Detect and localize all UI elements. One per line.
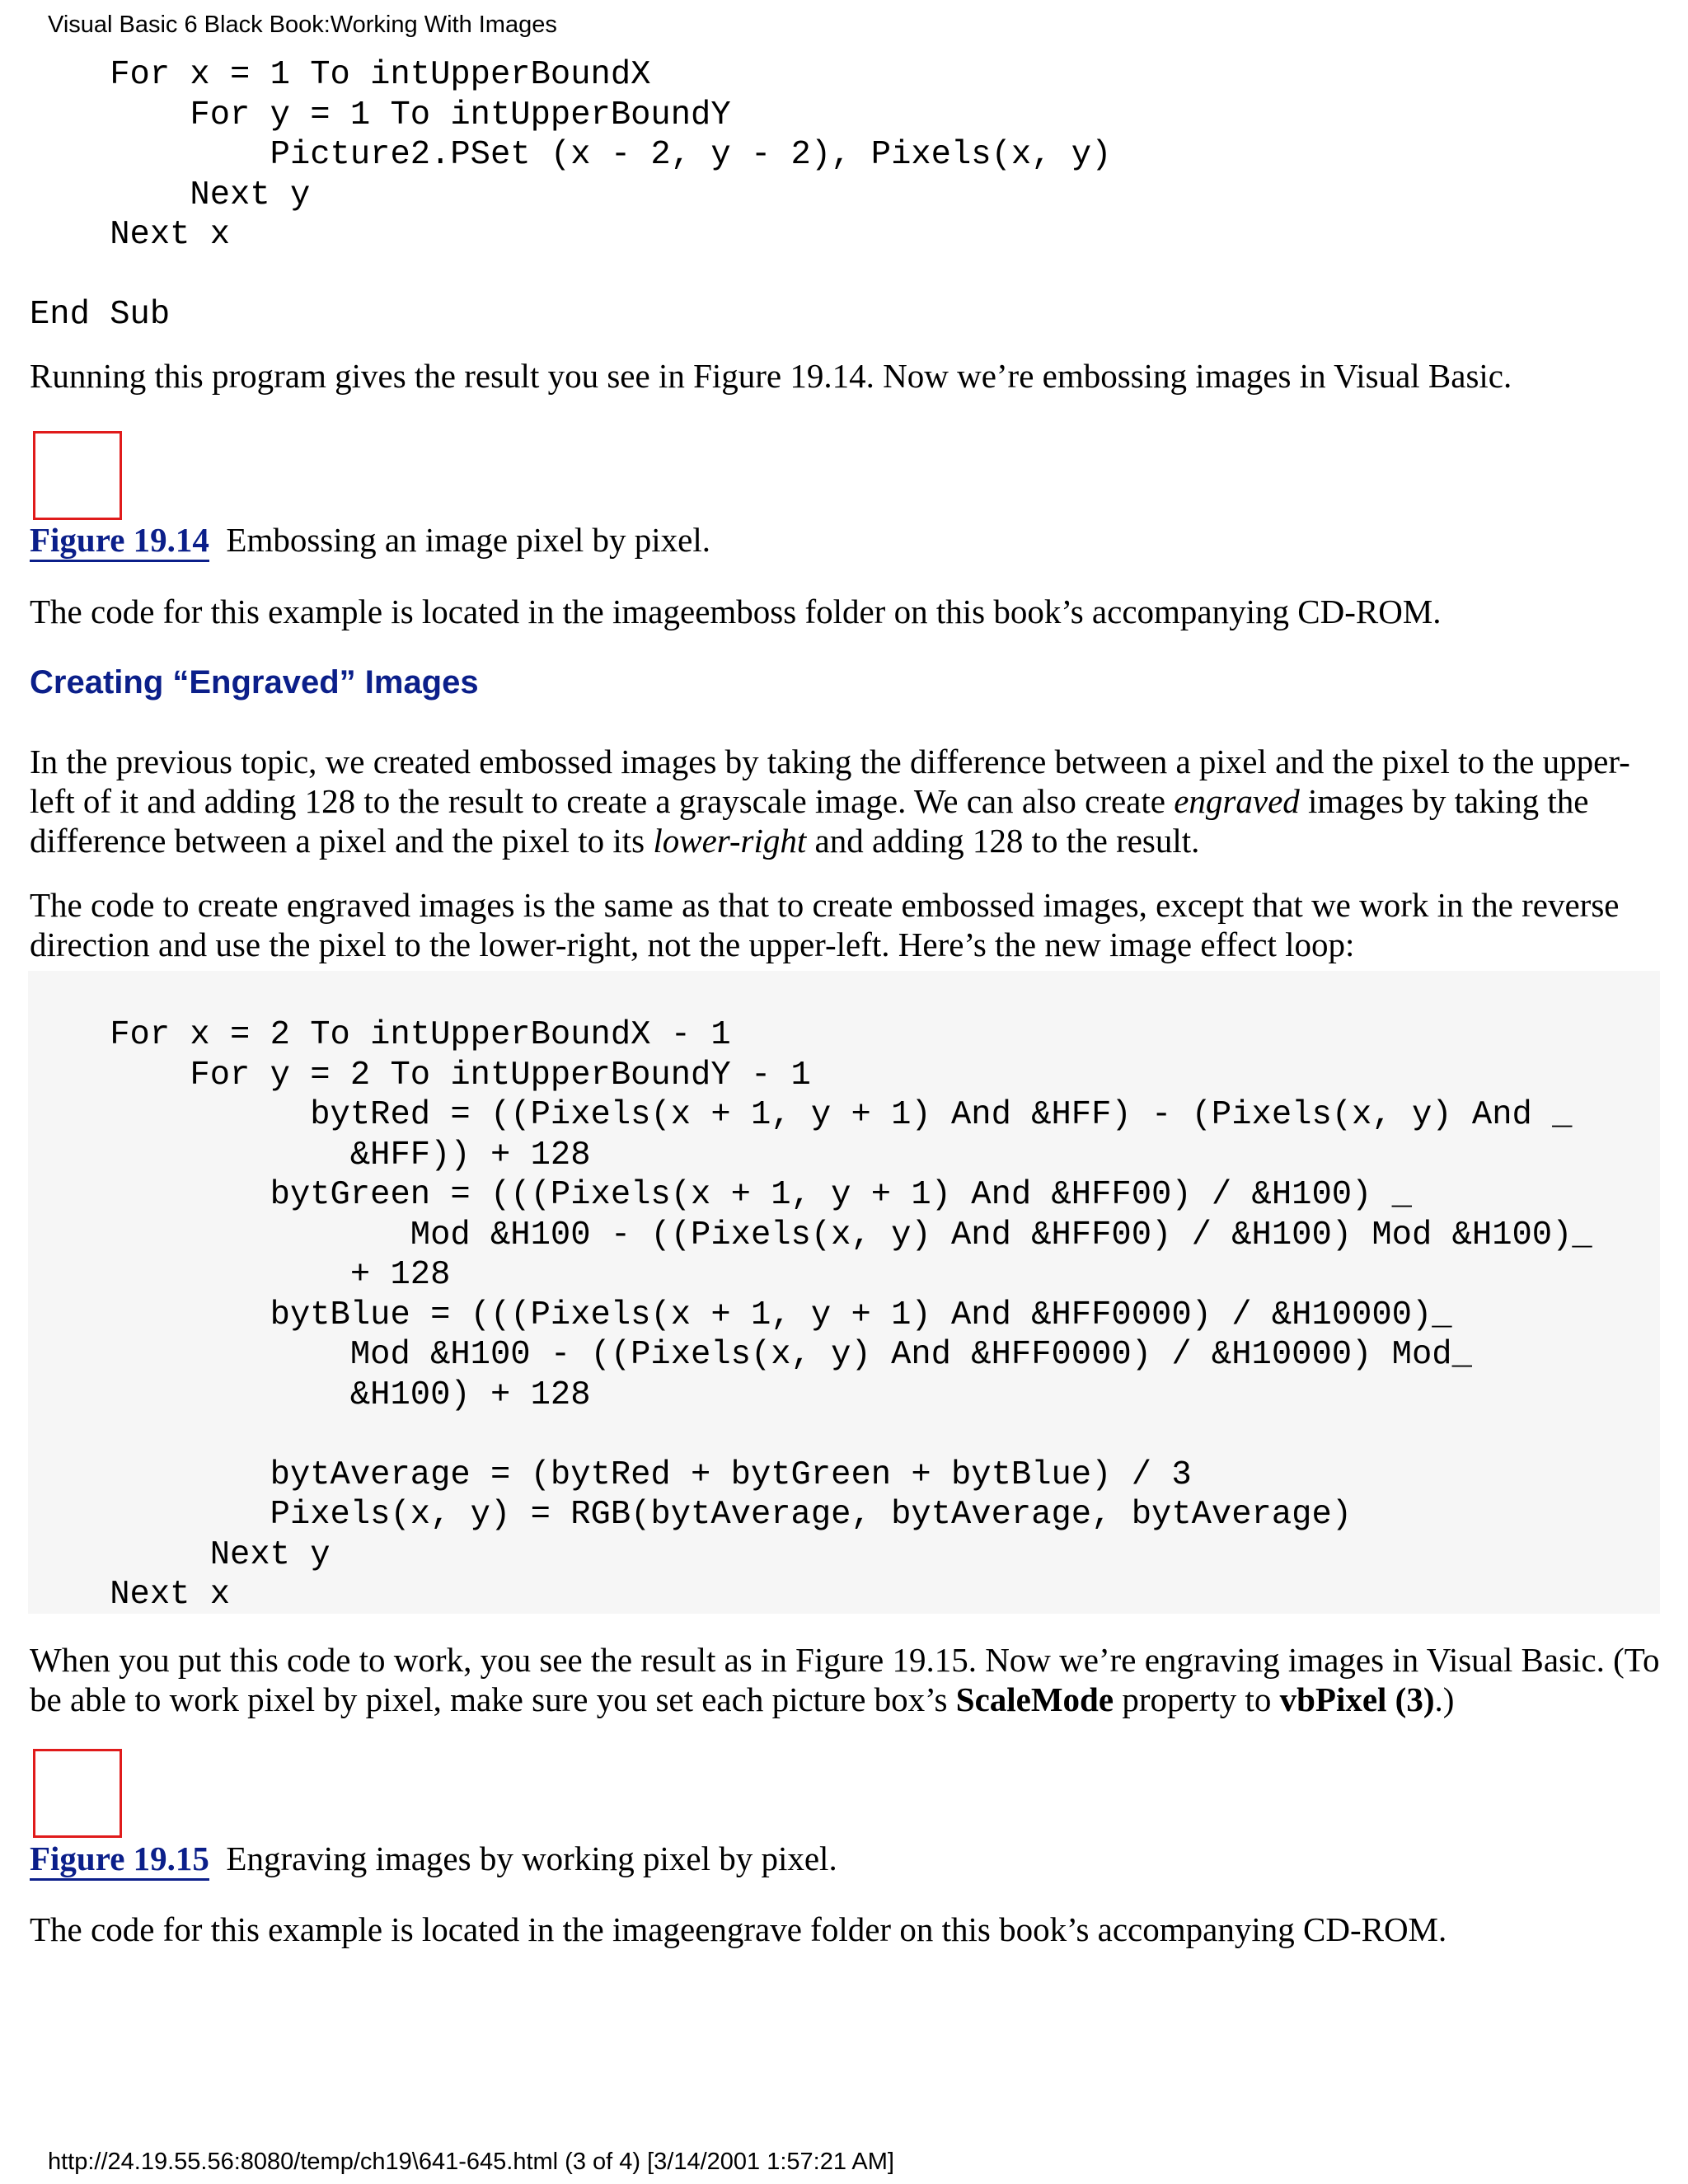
- figure-19-15-caption-text: [218, 1840, 837, 1877]
- section-heading-engraved: Creating “Engraved” Images: [30, 664, 479, 701]
- put-to-work-text-2: property to: [1114, 1680, 1280, 1718]
- figure-19-14-caption-line: [30, 520, 710, 560]
- figure-19-15-caption: Engraving images by working pixel by pixel.: [226, 1840, 837, 1877]
- figure-19-14-image-placeholder[interactable]: [33, 431, 122, 520]
- previous-topic-text-2: images by taking the difference between a pixel and the pixel to its: [30, 782, 1589, 860]
- code-block-top: For x = 1 To intUpperBoundX For y = 1 To intUpperBoundY Picture2.PSet (x - 2, y - 2), Pixels(x, y) Next y Next x End Sub: [30, 56, 1112, 334]
- put-to-work-text-1: When you put this code to work, you see the result as in Figure 19.15. Now we’re engraving images in Visual Basic. (To be able to work pixel by pixel, make sure you set each picture box’s: [30, 1641, 1660, 1718]
- put-to-work-bold-vbpixel: vbPixel (3): [1279, 1680, 1435, 1718]
- previous-topic-emphasis-lower-right: lower-right: [653, 822, 807, 860]
- paragraph-code-location-engrave: The code for this example is located in the imageengrave folder on this book’s accompanying CD-ROM.: [30, 1910, 1447, 1948]
- figure-19-14-caption-text: [218, 521, 710, 559]
- figure-19-15-link[interactable]: Figure 19.15: [30, 1840, 209, 1881]
- paragraph-code-location-emboss: The code for this example is located in the imageemboss folder on this book’s accompanying CD-ROM.: [30, 593, 1442, 630]
- paragraph-code-same: The code to create engraved images is the same as that to create embossed images, except that we work in the reverse direction and use the pixel to the lower-right, not the upper-left. Here’s the new image effect loop:: [30, 886, 1620, 963]
- put-to-work-bold-scalemode: ScaleMode: [955, 1680, 1114, 1718]
- page-header-title: Visual Basic 6 Black Book:Working With Images: [48, 12, 557, 38]
- paragraph-previous-topic: [30, 742, 1670, 860]
- code-block-engrave-loop: For x = 2 To intUpperBoundX - 1 For y = 2 To intUpperBoundY - 1 bytRed = ((Pixels(x + 1, y + 1) And &HFF) - (Pixels(x, y) And _ &HFF)) + 128 bytGreen = (((Pixels(x + 1, y + 1) And &HFF00) / &H100) _ Mod &H100 - ((Pixels(x, y) And &HFF00) / &H100) Mod &H100)_ + 128 bytBlue = (((Pixels(x + 1, y + 1) And &HFF0000) / &H10000)_ Mod &H100 - ((Pixels(x, y) And &HFF0000) / &H10000) Mod_ &H100) + 128 bytAverage = (bytRed + bytGreen + bytBlue) / 3 Pixels(x, y) = RGB(bytAverage, bytAverage, bytAverage) Next y Next x: [110, 1016, 1592, 1614]
- figure-19-15-image-placeholder[interactable]: [33, 1749, 122, 1838]
- figure-19-14-caption: Embossing an image pixel by pixel.: [226, 521, 710, 559]
- previous-topic-emphasis-engraved: engraved: [1174, 782, 1300, 820]
- figure-19-15-caption-line: [30, 1839, 837, 1878]
- page-footer-url: http://24.19.55.56:8080/temp/ch19\641-645.html (3 of 4) [3/14/2001 1:57:21 AM]: [48, 2149, 894, 2175]
- put-to-work-text-3: .): [1434, 1680, 1455, 1718]
- paragraph-run-emboss: Running this program gives the result you see in Figure 19.14. Now we’re embossing images in Visual Basic.: [30, 357, 1512, 395]
- figure-19-14-link[interactable]: Figure 19.14: [30, 521, 209, 562]
- previous-topic-text-3: and adding 128 to the result.: [806, 822, 1200, 860]
- paragraph-put-to-work: [30, 1640, 1670, 1719]
- previous-topic-text-1: In the previous topic, we created embossed images by taking the difference between a pixel and the pixel to the upper-left of it and adding 128 to the result to create a grayscale image. We can also create: [30, 743, 1630, 820]
